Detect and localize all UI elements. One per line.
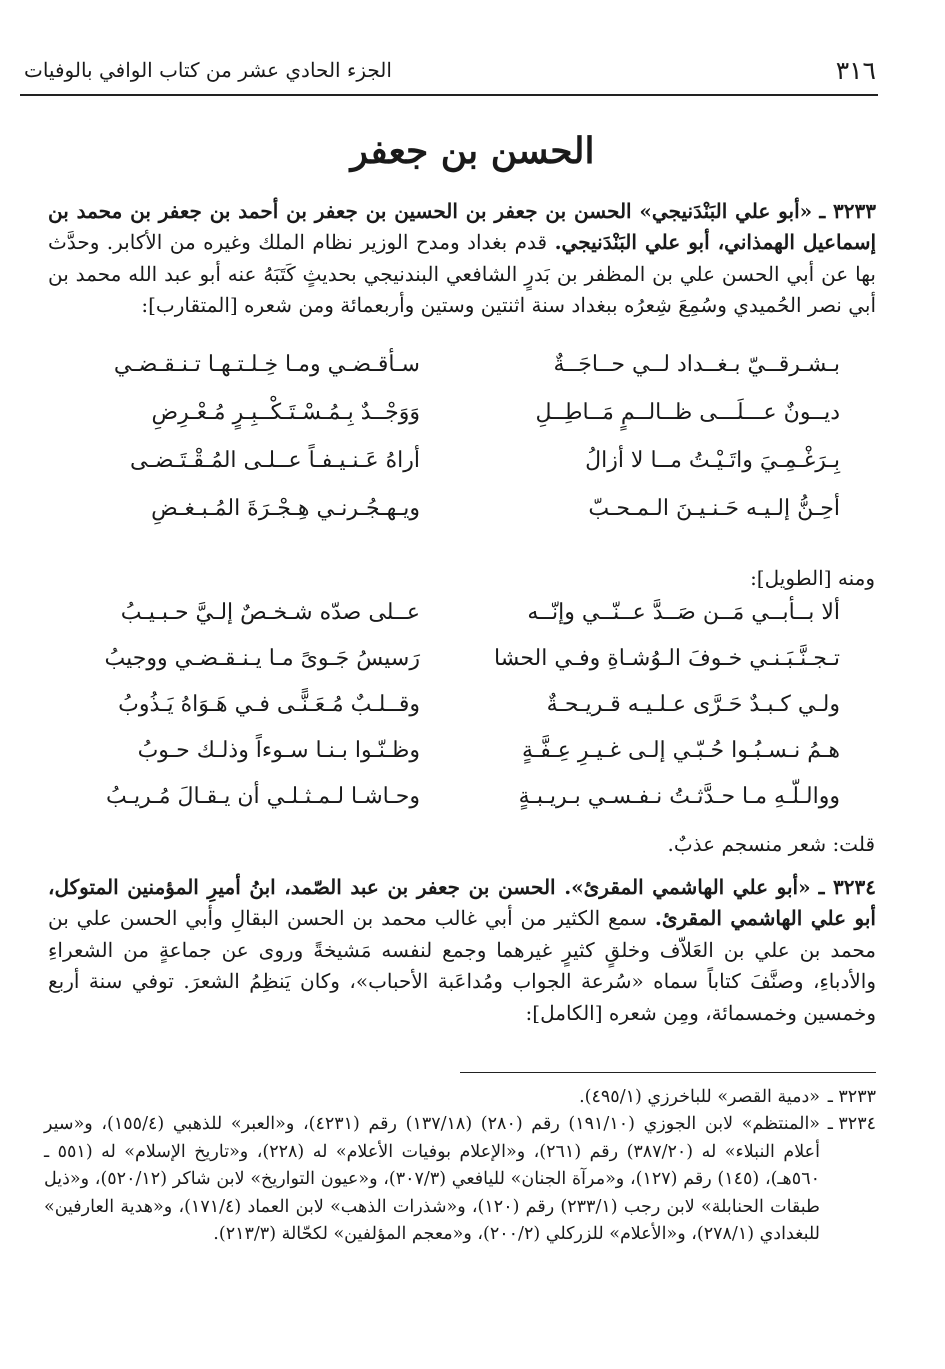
verse bbox=[60, 692, 840, 738]
second-hemistich: عــلى صدّه شـخـصٌ إلـيَّ حـبـيـبُ bbox=[120, 600, 420, 625]
entry-number: ٣٢٣٤ ـ bbox=[818, 875, 876, 899]
second-hemistich: رَسيسُ جَـوىً مـا يـنـقـضـي ووجيبُ bbox=[104, 646, 420, 671]
page-number: ٣١٦ bbox=[835, 56, 876, 85]
entry-number: ٣٢٣٣ ـ bbox=[819, 199, 877, 223]
verse bbox=[60, 496, 840, 544]
footnote-number: ٣٢٣٣ ـ bbox=[827, 1087, 876, 1107]
second-hemistich: وحـاشـا لـمـثـلـي أن يـقـالَ مُـريـبُ bbox=[105, 784, 420, 809]
first-hemistich: ديــونٌ عـــلَـــى ظــالــمٍ مَــاطِــلِ bbox=[535, 400, 840, 425]
verse bbox=[60, 784, 840, 830]
second-hemistich: ويـهـجُـرنـي هِـجْـرَةَ المُـبـغـضِ bbox=[151, 496, 420, 521]
footnote-text: «المنتظم» لابن الجوزي (١٩١/١٠) رقم (٢٨٠) (١٣٧/١٨) رقم (٤٢٣١)، و«العبر» للذهبي (١٥٥/٤)، و«سير أعلام النبلاء» له (٣٨٧/٢٠) رقم (٢٦١)، و«الإعلام بوفيات الأعلام» له (٢٢٨)، و«تاريخ الإسلام» له (٥٥١ ـ ٥٦٠هـ)، (١٤٥) رقم (١٢٧)، و«مرآة الجنان» لليافعي (٣٠٧/٣)، و«عيون التواريخ» لابن شاكر (٥٢٠/١٢)، و«ذيل طبقات الحنابلة» لابن رجب (٢٣٣/١) رقم (١٢٠)، و«شذرات الذهب» لابن العماد (١٧١/٤)، و«هدية العارفين» للبغدادي (٢٧٨/١)، و«الأعلام» للزركلي (٢٠٠/٢)، و«معجم المؤلفين» لكحّالة (٢١٣/٣). bbox=[44, 1114, 821, 1245]
verse bbox=[60, 448, 840, 496]
entry-text: قدم بغداد ومدح الوزير نظام الملك وغيره من الأكابر. وحدَّث بها عن أبي الحسن علي بن المظفر بن بَدرٍ الشافعي البندنيجي بحديثٍ كَتَبَهُ عنه أبو عبد الله محمد بن أبي نصر الحُميدي وسُمِعَ شِعرُه ببغداد سنة اثنتين وستين وأربعمائة ومن شعره [المتقارب]: bbox=[48, 230, 876, 318]
first-hemistich: تـجـنَّـبَـنـي خـوفَ الـوُشـاةِ وفـي الحشا bbox=[494, 646, 840, 671]
verse bbox=[60, 646, 840, 692]
footnote bbox=[44, 1084, 876, 1111]
verse bbox=[60, 600, 840, 646]
poem-mutaqarib bbox=[60, 352, 840, 544]
entry-heading: الحسن بن جعفر bbox=[350, 130, 595, 172]
first-hemistich: ووالـلّـهِ مـا حـدَّثـتُ نـفـسـي بـريـبـةٍ bbox=[518, 784, 840, 809]
running-header bbox=[20, 50, 878, 96]
poem-tawil bbox=[60, 600, 840, 830]
second-hemistich: وَوَجْــدٌ بِـمُـسْـتَـكْــبِـرٍ مُـعْـرِضِ bbox=[151, 400, 420, 425]
first-hemistich: بِـرَغْـمِـيَ واتَـيْـتُ مــا لا أزالُ bbox=[585, 448, 840, 473]
footnote bbox=[44, 1111, 876, 1248]
meter-label: ومنه [الطويل]: bbox=[750, 566, 875, 590]
entry-name: «أبو علي البَنْدَنيجي» الحسن بن جعفر بن الحسين بن جعفر بن أحمد بن جعفر بن محمد بن إسماعيل الهمذاني، أبو علي البَنْدَنيجي. bbox=[48, 199, 877, 255]
verse bbox=[60, 400, 840, 448]
first-hemistich: هـمُ نـسـبُـوا حُـبّـي إلـى غـيـرِ عِـفَّـةٍ bbox=[521, 738, 840, 763]
footnote-number: ٣٢٣٤ ـ bbox=[827, 1114, 876, 1135]
footnote-divider bbox=[460, 1072, 876, 1073]
first-hemistich: بـشـرقــيّ بـغــداد لــي حــاجَــةٌ bbox=[553, 352, 840, 377]
first-hemistich: أحِـنُّ إلـيـه حَـنـيـنَ الـمـحـبّ bbox=[588, 496, 840, 521]
footnotes bbox=[44, 1084, 876, 1248]
second-hemistich: وقــلـبٌ مُـعَـنًّـى فـي هَـوَاهُ يَـذُوبُ bbox=[118, 692, 420, 717]
first-hemistich: ولـي كـبـدٌ حَـرَّى عـلـيـه قـريـحـةٌ bbox=[546, 692, 840, 717]
entry-text: سمع الكثير من أبي غالب محمد بن الحسن البقالِ وأبي الحسن علي بن محمد بن علي بن العَلاّف وخلقٍ كثيرٍ غيرهما وجمع لنفسه مَشيخةً وروى عن جماعةٍ من الشعراءِ والأدباءِ، وصنَّفَ كتاباً سماه «سُرعة الجواب ومُداعَبة الأحباب»، وكان يَنظِمُ الشعرَ. توفي سنة أربع وخمسين وخمسمائة، ومِن شعره [الكامل]: bbox=[48, 906, 876, 1025]
verse bbox=[60, 738, 840, 784]
second-hemistich: سـأقـضـي ومـا خِـلـتـهـا تـنـقـضـي bbox=[113, 352, 420, 377]
first-hemistich: ألا بــأبــي مَــن صَــدَّ عــنّــي وإنّــه bbox=[527, 600, 840, 625]
book-title: الجزء الحادي عشر من كتاب الوافي بالوفيات bbox=[24, 58, 392, 82]
entry-3234 bbox=[48, 872, 876, 1029]
editor-remark: قلت: شعر منسجم عذبٌ. bbox=[667, 832, 875, 856]
entry-3233 bbox=[48, 196, 876, 322]
second-hemistich: أراهُ عَـنـيـفـاً عــلـى المُـقْـتَـضـى bbox=[130, 448, 420, 473]
verse bbox=[60, 352, 840, 400]
entry-name: «أبو علي الهاشمي المقرئ». الحسن بن جعفر بن عبد الصّمد، ابنُ أميرِ المؤمنين المتوكل، أبو علي الهاشمي المقرئ. bbox=[48, 875, 876, 931]
second-hemistich: وظـنّـوا بـنـا سـوءاً وذلـك حـوبُ bbox=[137, 738, 420, 763]
footnote-text: «دمية القصر» للباخرزي (٤٩٥/١). bbox=[579, 1087, 820, 1107]
